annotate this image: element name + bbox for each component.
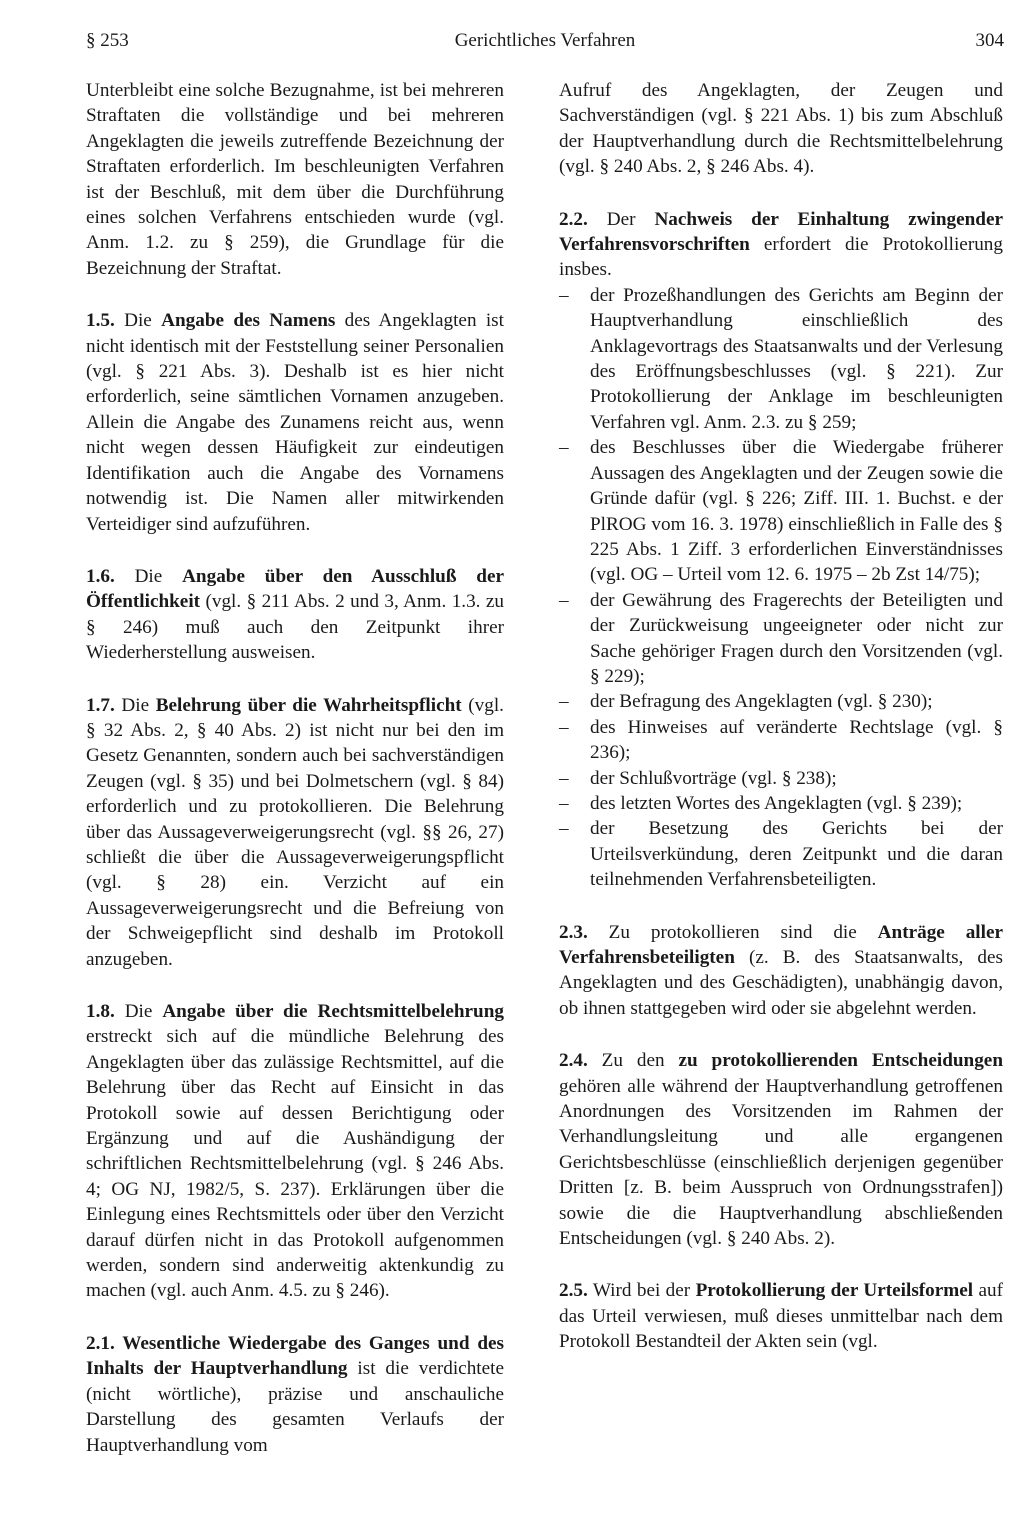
- section-number: § 253: [86, 30, 129, 51]
- list-item: – der Befragung des Angeklagten (vgl. § 230);: [559, 689, 1003, 714]
- paragraph-text: gehören alle während der Hauptverhandlung getroffenen Anordnungen des Vorsitzenden im Rahmen der Verhandlungsleitung und alle ergangenen Gerichtsbeschlüsse (einschließlich derjenigen gegenüber Dritten [z. B. beim Ausspruch von Ordnungsstrafen]) sowie die die Hauptverhandlung abschließenden Entscheidungen (vgl. § 240 Abs. 2).: [559, 1075, 1003, 1250]
- paragraph-keyword: Nachweis der Einhaltung zwingender Verfahrensvorschriften: [559, 208, 1004, 256]
- paragraph-text: Zu protokollieren sind die: [587, 921, 878, 943]
- paragraph-2-1: [86, 1331, 504, 1458]
- paragraph-text: Zu den: [587, 1050, 679, 1072]
- paragraph-keyword: Angabe des Namens: [161, 310, 336, 332]
- paragraph-2-5: [559, 1278, 1003, 1354]
- paragraph-number: 1.6.: [86, 565, 115, 587]
- paragraph-text: Unterbleibt eine solche Bezugnahme, ist bei mehreren Straftaten die vollständige und bei mehreren Angeklagten die jeweils zutreffende Bezeichnung der Straftaten erforderlich. Im beschleunigten Verfahren ist der Beschluß, mit dem über die Durchführung eines solchen Verfahrens entschieden wurde (vgl. Anm. 1.2. zu § 259), die Grundlage für die Bezeichnung der Straftat.: [86, 80, 504, 279]
- paragraph-text: erfordert die Protokollierung insbes.: [559, 234, 1003, 281]
- page-number: 304: [975, 30, 1004, 51]
- paragraph-2-4: [559, 1048, 1003, 1251]
- running-title: Gerichtliches Verfahren: [454, 30, 636, 51]
- list-item: – der Schlußvorträge (vgl. § 238);: [559, 766, 1003, 791]
- paragraph-intro: [86, 78, 504, 281]
- paragraph-text: Aufruf des Angeklagten, der Zeugen und Sachverständigen (vgl. § 221 Abs. 1) bis zum Abschluß der Hauptverhandlung durch die Rechtsmittelbelehrung (vgl. § 240 Abs. 2, § 246 Abs. 4).: [559, 80, 1003, 178]
- paragraph-2-2: [559, 207, 1003, 283]
- dash-list: [559, 283, 1003, 893]
- paragraph-text: auf das Urteil verwiesen, muß dieses unmittelbar nach dem Protokoll Bestandteil der Akten sein (vgl.: [559, 1280, 1004, 1353]
- paragraph-number: 1.8.: [86, 1001, 115, 1022]
- paragraph-number: 1.5.: [86, 310, 115, 332]
- list-item: – der Gewährung des Fragerechts der Beteiligten und der Zurückweisung ungeeigneter oder nicht zur Sache gehöriger Fragen durch den Vorsitzenden (vgl. § 229);: [559, 588, 1003, 690]
- paragraph-keyword: Anträge aller Verfahrensbeteiligten: [559, 921, 1003, 968]
- paragraph-keyword: Belehrung über die Wahrheitspflicht: [155, 694, 462, 716]
- list-item: – des letzten Wortes des Angeklagten (vgl. § 239);: [559, 791, 1003, 816]
- paragraph-text: Wird bei der: [587, 1280, 696, 1302]
- left-column: [86, 78, 504, 1458]
- paragraph-1-5: [86, 308, 504, 537]
- page-header: [86, 30, 1004, 60]
- paragraph-keyword: Angabe über die Rechtsmittelbelehrung: [162, 1001, 504, 1022]
- paragraph-number: 2.4.: [559, 1050, 588, 1072]
- paragraph-text: des Angeklagten ist nicht identisch mit der Feststellung seiner Personalien (vgl. § 221 Abs. 3). Deshalb ist es hier nicht erforderlich, seine sämtlichen Vornamen anzugeben. Allein die Angabe des Zunamens reicht aus, wenn nicht wegen dessen Häufigkeit zur eindeutigen Identifikation auch die Angabe des Vornamens notwendig ist. Die Namen aller mitwirkenden Verteidiger sind aufzuführen.: [86, 310, 504, 535]
- paragraph-continued: [559, 78, 1003, 180]
- list-item: – des Hinweises auf veränderte Rechtslage (vgl. § 236);: [559, 715, 1003, 766]
- paragraph-number: 2.3.: [559, 921, 588, 943]
- paragraph-text: Die: [114, 310, 162, 332]
- paragraph-text: erstreckt sich auf die mündliche Belehrung des Angeklagten über das zulässige Rechtsmittel, auf die Belehrung über das Recht auf Einsicht in das Protokoll sowie auf dessen Berichtigung oder Ergänzung und auf die Aushändigung der schriftlichen Rechtsmittelbelehrung (vgl. § 246 Abs. 4; OG NJ, 1982/5, S. 237). Erklärungen über die Einlegung eines Rechtsmittels oder über den Verzicht darauf dürfen nicht in das Protokoll aufgenommen werden, sondern sind anderweitig aktenkundig zu machen (vgl. auch Anm. 4.5. zu § 246).: [86, 1026, 504, 1302]
- right-column: [559, 78, 1003, 1355]
- paragraph-text: Die: [114, 565, 183, 587]
- paragraph-1-7: [86, 693, 504, 972]
- paragraph-keyword: zu protokollierenden Entscheidungen: [678, 1050, 1003, 1072]
- paragraph-text: ist die verdichtete (nicht wörtliche), präzise und anschauliche Darstellung des gesamten Verlaufs der Hauptverhandlung vom: [86, 1358, 504, 1456]
- paragraph-text: (z. B. des Staatsanwalts, des Angeklagten und des Geschädigten), unabhängig davon, ob ihnen stattgegeben wird oder sie abgelehnt werden.: [559, 947, 1003, 1019]
- paragraph-1-6: [86, 564, 504, 666]
- paragraph-text: Die: [114, 694, 156, 716]
- paragraph-text: (vgl. § 32 Abs. 2, § 40 Abs. 2) ist nicht nur bei den im Gesetz Genannten, sondern auch bei sachverständigen Zeugen (vgl. § 35) und bei Dolmetschern (vgl. § 84) erforderlich und zu protokollieren. Die Belehrung über das Aussageverweigerungsrecht (vgl. §§ 26, 27) schließt die über die Aussageverweigerungspflicht (vgl. § 28) ein. Verzicht auf ein Aussageverweigerungsrecht und die Befreiung von der Schweigepflicht sind deshalb im Protokoll anzugeben.: [86, 694, 504, 970]
- paragraph-text: Der: [587, 208, 655, 230]
- list-item: – des Beschlusses über die Wiedergabe früherer Aussagen des Angeklagten und der Zeugen sowie die Gründe dafür (vgl. § 226; Ziff. III. 1. Buchst. e der PlROG vom 16. 3. 1978) einschließlich in Falle des § 225 Abs. 1 Ziff. 3 erforderlichen Einverständnisses (vgl. OG – Urteil vom 12. 6. 1975 – 2b Zst 14/75);: [559, 435, 1003, 587]
- paragraph-2-3: [559, 920, 1003, 1022]
- paragraph-number: 2.1.: [86, 1332, 115, 1354]
- list-item: – der Prozeßhandlungen des Gerichts am Beginn der Hauptverhandlung einschließlich des Anklagevortrags des Staatsanwalts und der Verlesung des Eröffnungsbeschlusses (vgl. § 221). Zur Protokollierung der Anklage im beschleunigten Verfahren vgl. Anm. 2.3. zu § 259;: [559, 283, 1003, 435]
- paragraph-text: Die: [114, 1001, 163, 1022]
- paragraph-number: 2.5.: [559, 1280, 588, 1302]
- paragraph-number: 1.7.: [86, 694, 115, 716]
- list-item: – der Besetzung des Gerichts bei der Urteilsverkündung, deren Zeitpunkt und die daran teilnehmenden Verfahrensbeteiligten.: [559, 816, 1003, 892]
- paragraph-number: 2.2.: [559, 208, 588, 230]
- paragraph-keyword: Wesentliche Wiedergabe des Ganges und des Inhalts der Hauptverhandlung: [86, 1332, 504, 1380]
- paragraph-keyword: Angabe über den Ausschluß der Öffentlichkeit: [86, 565, 504, 613]
- paragraph-keyword: Protokollierung der Urteilsformel: [695, 1280, 974, 1302]
- paragraph-text: (vgl. § 211 Abs. 2 und 3, Anm. 1.3. zu § 246) muß auch den Zeitpunkt ihrer Wiederherstellung ausweisen.: [86, 591, 504, 664]
- paragraph-1-8: [86, 999, 504, 1304]
